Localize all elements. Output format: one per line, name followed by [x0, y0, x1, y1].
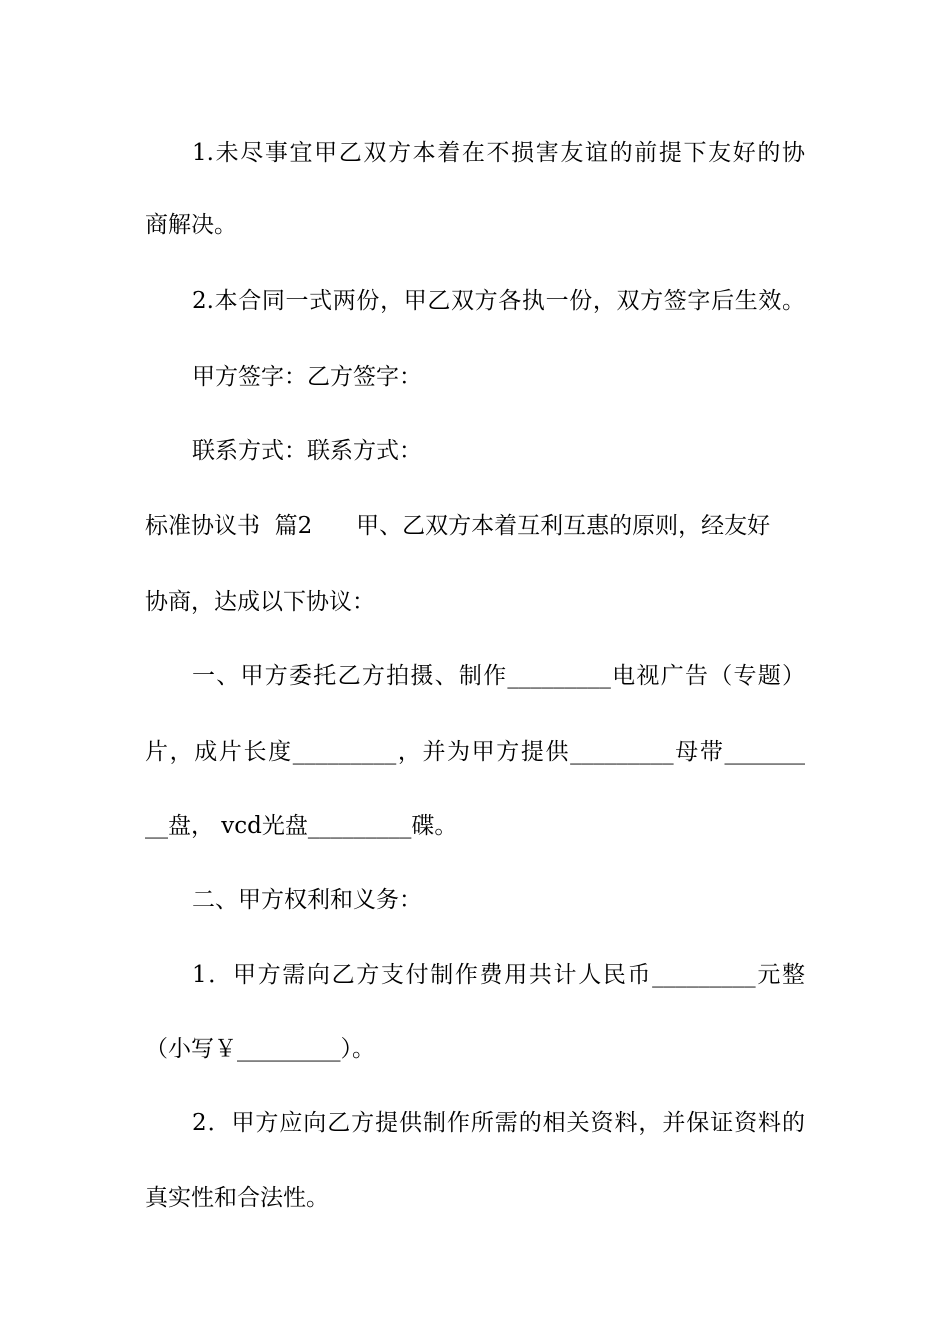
- agreement-intro-line-2: 协商，达成以下协议：: [145, 589, 375, 615]
- clause-2-item-1-line-1: 1．甲方需向乙方支付制作费用共计人民币_________元整: [192, 962, 805, 988]
- clause-1-line-1: 一、甲方委托乙方拍摄、制作_________电视广告（专题）: [192, 663, 805, 689]
- clause-2-item-2-line-1: 2．甲方应向乙方提供制作所需的相关资料，并保证资料的: [192, 1110, 805, 1136]
- paragraph-1-line-2: 商解决。: [145, 212, 237, 238]
- paragraph-1-line-1: 1.未尽事宜甲乙双方本着在不损害友谊的前提下友好的协: [192, 140, 805, 166]
- paragraph-2: 2.本合同一式两份，甲乙双方各执一份，双方签字后生效。: [192, 288, 805, 314]
- contact-line: 联系方式：联系方式：: [192, 438, 422, 464]
- clause-2-item-2-line-2: 真实性和合法性。: [145, 1185, 329, 1211]
- section-heading-line: 标准协议书 篇2 甲、乙双方本着互利互惠的原则，经友好: [145, 513, 771, 539]
- clause-1-line-3: __盘， vcd光盘_________碟。: [145, 813, 458, 839]
- signature-line: 甲方签字：乙方签字：: [192, 364, 422, 390]
- clause-1-line-2: 片，成片长度_________，并为甲方提供_________母带_______: [145, 739, 805, 765]
- clause-2-heading: 二、甲方权利和义务：: [192, 887, 422, 913]
- clause-2-item-1-line-2: （小写￥_________）。: [145, 1036, 375, 1062]
